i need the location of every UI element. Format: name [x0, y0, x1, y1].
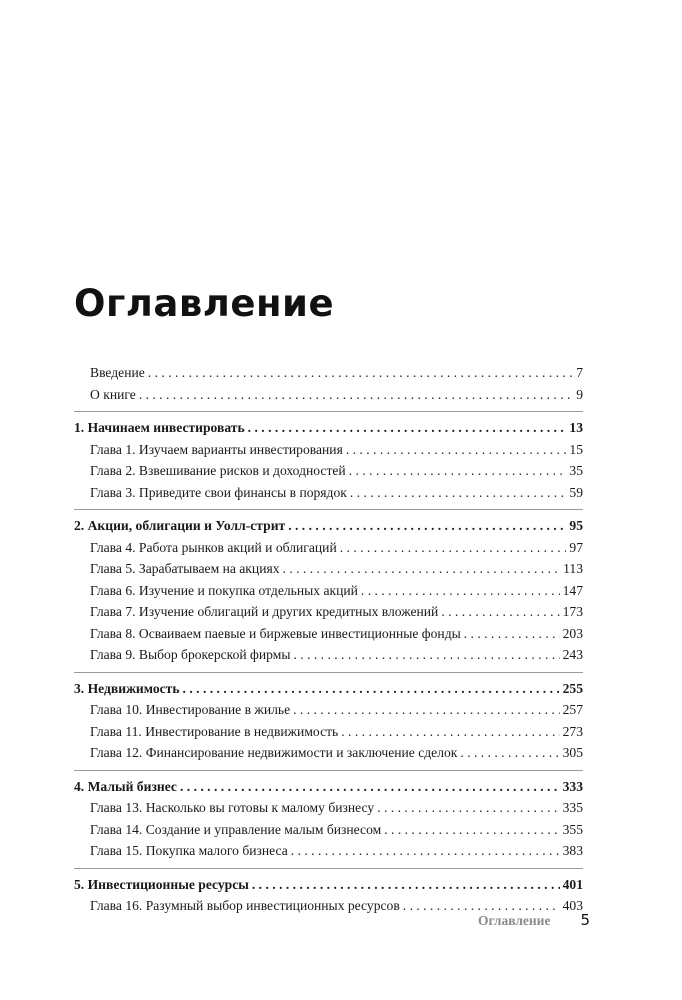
toc-entry-label: Глава 14. Создание и управление малым бизнесом [90, 821, 382, 837]
toc-part-entry[interactable] [74, 776, 583, 798]
toc-entry-page: 243 [562, 647, 583, 662]
toc-entry[interactable] [74, 601, 583, 623]
toc-entry-page: 355 [562, 821, 583, 837]
toc-entry[interactable] [74, 482, 583, 504]
toc-entry-label: Глава 13. Насколько вы готовы к малому бизнесу [90, 800, 375, 815]
toc-leader-dots [139, 384, 573, 406]
toc-leader-dots [384, 819, 559, 841]
toc-entry[interactable] [74, 644, 583, 666]
toc-part-group [74, 868, 583, 917]
toc-part-page: 13 [569, 420, 583, 435]
toc-entry[interactable] [74, 840, 583, 862]
toc-leader-dots [341, 721, 559, 743]
toc-entry[interactable] [74, 558, 583, 580]
toc-part-group [74, 509, 583, 666]
toc-entry-label: Глава 4. Работа рынков акций и облигаций [90, 539, 337, 555]
page-number: 5 [580, 911, 590, 929]
toc-leader-dots [288, 515, 566, 537]
toc-leader-dots [291, 840, 560, 862]
toc-entry-label: Глава 16. Разумный выбор инвестиционных ресурсов [90, 898, 400, 913]
toc-entry-page: 97 [569, 539, 583, 555]
toc-leader-dots [464, 623, 560, 645]
toc-part-page: 255 [562, 680, 583, 696]
toc-entry-label: Глава 1. Изучаем варианты инвестирования [90, 441, 343, 457]
toc-entry-page: 59 [569, 484, 583, 500]
toc-part-page: 401 [562, 876, 583, 892]
toc-entry-label: Глава 7. Изучение облигаций и других кредитных вложений [90, 604, 439, 619]
toc-entry-label: Введение [90, 365, 145, 380]
toc-leader-dots [350, 482, 567, 504]
toc-part-entry[interactable] [74, 874, 583, 896]
toc-leader-dots [183, 678, 560, 700]
toc-entry-label: О книге [90, 386, 136, 402]
toc-entry[interactable] [74, 819, 583, 841]
toc-entry[interactable] [74, 384, 583, 406]
toc-entry-label: Глава 12. Финансирование недвижимости и заключение сделок [90, 745, 458, 760]
toc-entry-page: 173 [562, 604, 583, 619]
toc-entry-page: 9 [576, 386, 583, 402]
toc-leader-dots [148, 362, 573, 384]
toc-entry[interactable] [74, 721, 583, 743]
toc-entry-page: 35 [569, 463, 583, 478]
toc-entry-page: 113 [563, 561, 583, 576]
toc-entry-label: Глава 15. Покупка малого бизнеса [90, 843, 288, 858]
toc-entry[interactable] [74, 623, 583, 645]
toc-entry-page: 403 [562, 898, 583, 913]
toc-entry-label: Глава 5. Зарабатываем на акциях [90, 561, 280, 576]
toc-entry-label: Глава 8. Осваиваем паевые и биржевые инвестиционные фонды [90, 625, 461, 641]
toc-part-label: 5. Инвестиционные ресурсы [74, 876, 249, 892]
toc-leader-dots [293, 644, 559, 666]
toc-entry[interactable] [74, 537, 583, 559]
page-footer [478, 911, 590, 929]
toc-entry-page: 273 [562, 723, 583, 739]
toc-entry-page: 257 [562, 702, 583, 717]
toc-part-label: 1. Начинаем инвестировать [74, 420, 245, 435]
toc-part-entry[interactable] [74, 678, 583, 700]
toc-entry-label: Глава 11. Инвестирование в недвижимость [90, 723, 339, 739]
toc-entry-page: 15 [569, 441, 583, 457]
toc-part-page: 333 [562, 778, 583, 794]
toc-leader-dots [248, 417, 567, 439]
toc-part-entry[interactable] [74, 417, 583, 439]
page-title: Оглавление [74, 282, 335, 325]
toc-entry-label: Глава 10. Инвестирование в жилье [90, 702, 291, 717]
toc-intro-group [74, 362, 583, 405]
toc-leader-dots [283, 558, 561, 580]
toc-entry[interactable] [74, 460, 583, 482]
toc-leader-dots [361, 580, 560, 602]
table-of-contents [74, 362, 583, 917]
toc-leader-dots [346, 439, 567, 461]
toc-leader-dots [340, 537, 567, 559]
toc-leader-dots [293, 699, 559, 721]
toc-entry-label: Глава 9. Выбор брокерской фирмы [90, 647, 291, 662]
toc-entry[interactable] [74, 439, 583, 461]
toc-entry-page: 383 [562, 843, 583, 858]
toc-entry[interactable] [74, 580, 583, 602]
toc-part-page: 95 [569, 518, 583, 533]
toc-entry[interactable] [74, 797, 583, 819]
toc-part-group [74, 672, 583, 764]
toc-part-group [74, 770, 583, 862]
toc-leader-dots [441, 601, 559, 623]
toc-entry-page: 7 [576, 365, 583, 380]
toc-leader-dots [377, 797, 559, 819]
toc-entry-page: 335 [562, 800, 583, 815]
toc-entry-page: 203 [562, 625, 583, 641]
toc-entry[interactable] [74, 362, 583, 384]
toc-part-entry[interactable] [74, 515, 583, 537]
toc-entry-label: Глава 2. Взвешивание рисков и доходностей [90, 463, 346, 478]
toc-entry-page: 305 [562, 745, 583, 760]
running-title: Оглавление [477, 913, 551, 928]
toc-entry-label: Глава 3. Приведите свои финансы в порядок [90, 484, 347, 500]
toc-entry-page: 147 [562, 582, 583, 598]
toc-leader-dots [349, 460, 567, 482]
toc-leader-dots [252, 874, 560, 896]
toc-part-label: 4. Малый бизнес [74, 778, 177, 794]
toc-leader-dots [460, 742, 559, 764]
toc-entry[interactable] [74, 699, 583, 721]
toc-leader-dots [180, 776, 560, 798]
toc-part-group [74, 411, 583, 503]
toc-part-label: 3. Недвижимость [74, 680, 180, 696]
toc-entry-label: Глава 6. Изучение и покупка отдельных акций [90, 582, 358, 598]
toc-part-label: 2. Акции, облигации и Уолл-стрит [74, 518, 286, 533]
toc-entry[interactable] [74, 742, 583, 764]
